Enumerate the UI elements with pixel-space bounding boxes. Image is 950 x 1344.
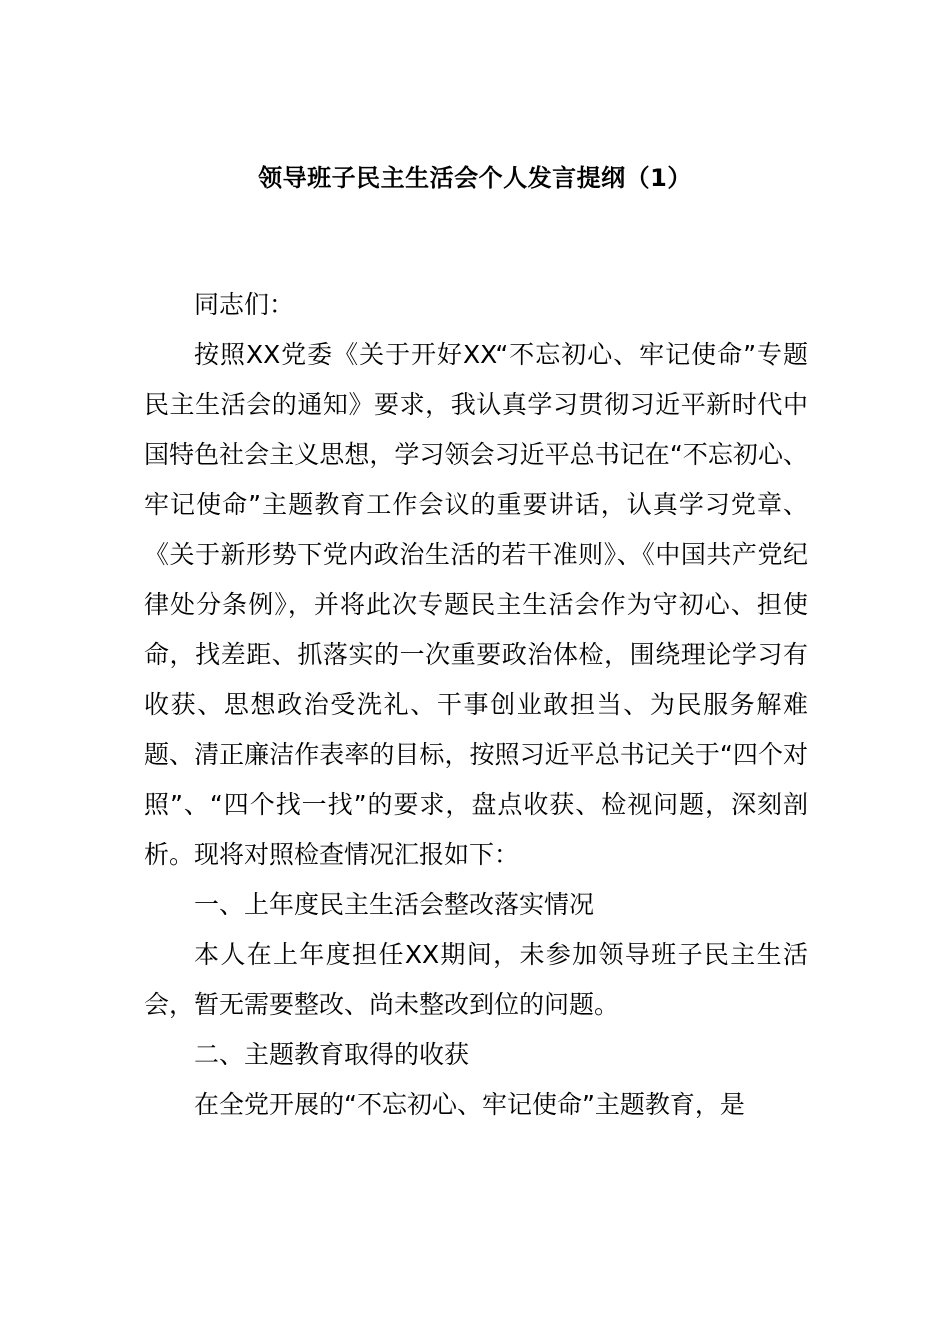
section-heading-1: 一、上年度民主生活会整改落实情况: [194, 890, 595, 919]
section-heading-2: 二、主题教育取得的收获: [194, 1040, 470, 1069]
paragraph-intro: 按照XX党委《关于开好XX“不忘初心、牢记使命”专题民主生活会的通知》要求，我认真学习贯彻习近平新时代中国特色社会主义思想，学习领会习近平总书记在“不忘初心、牢记使命”主题教育工作会议的重要讲话，认真学习党章、《关于新形势下党内政治生活的若干准则》、《中国共产党纪律处分条例》，并将此次专题民主生活会作为守初心、担使命，找差距、抓落实的一次重要政治体检，围绕理论学习有收获、思想政治受洗礼、干事创业敢担当、为民服务解难题、清正廉洁作表率的目标，按照习近平总书记关于“四个对照”、“四个找一找”的要求，盘点收获、检视问题，深刻剖析。现将对照检查情况汇报如下：: [144, 340, 808, 869]
document-title: 领导班子民主生活会个人发言提纲（1）: [258, 164, 692, 192]
document-body: [144, 280, 808, 1130]
paragraph-section-2: 在全党开展的“不忘初心、牢记使命”主题教育，是: [194, 1090, 745, 1119]
paragraph-section-1: 本人在上年度担任XX期间，未参加领导班子民主生活会，暂无需要整改、尚未整改到位的问题。: [144, 940, 808, 1019]
paragraph-greeting: 同志们：: [194, 290, 295, 319]
